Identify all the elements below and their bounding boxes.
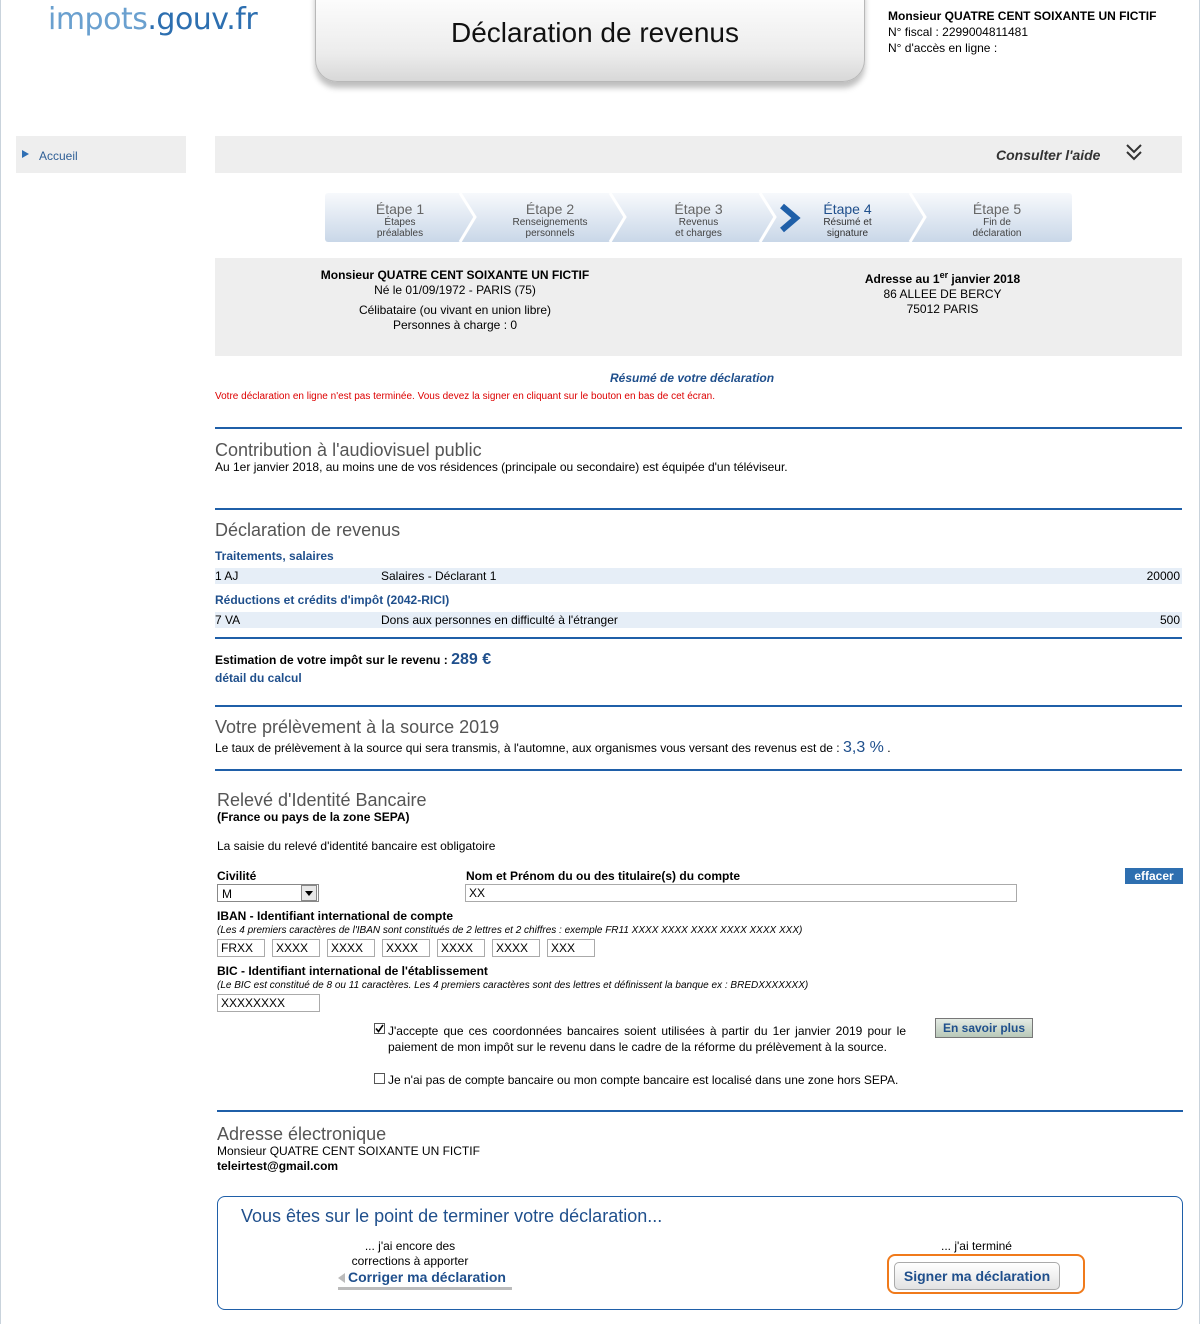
- holder-label: Nom et Prénom du ou des titulaire(s) du compte: [466, 869, 741, 883]
- learn-more-button[interactable]: En savoir plus: [935, 1018, 1033, 1038]
- correct-button-label: Corriger ma déclaration: [348, 1269, 506, 1285]
- bic-input[interactable]: [217, 994, 320, 1012]
- row-label: Salaires - Déclarant 1: [381, 569, 497, 583]
- taxpayer-name: Monsieur QUATRE CENT SOIXANTE UN FICTIF: [320, 268, 590, 282]
- rib-mandatory: La saisie du relevé d'identité bancaire est obligatoire: [217, 839, 496, 853]
- divider: [215, 508, 1182, 510]
- prelevement-title: Votre prélèvement à la source 2019: [215, 717, 500, 737]
- iban-input-1[interactable]: [217, 939, 265, 957]
- finish-title: Vous êtes sur le point de terminer votre déclaration...: [241, 1206, 663, 1226]
- fiscal-number: N° fiscal : 2299004811481: [888, 25, 1029, 39]
- no-sepa-checkbox[interactable]: [374, 1073, 385, 1084]
- accept-checkbox[interactable]: [374, 1023, 385, 1034]
- chevron-down-icon: [302, 886, 316, 900]
- step-5: Étape 5 Fin de déclaration: [972, 201, 1022, 239]
- row-code: 1 AJ: [215, 569, 239, 583]
- help-link[interactable]: Consulter l'aide: [996, 147, 1101, 163]
- page-title: Déclaration de revenus: [451, 17, 739, 48]
- step-2: Étape 2 Renseignements personnels: [512, 201, 588, 239]
- bic-hint: (Le BIC est constitué de 8 ou 11 caractères. Les 4 premiers caractères sont des lettres et définissent la banque ex : BREDXXXXXXX): [217, 980, 809, 991]
- iban-input-4[interactable]: [382, 939, 430, 957]
- iban-input-7[interactable]: [547, 939, 595, 957]
- audiovisuel-text: Au 1er janvier 2018, au moins une de vos résidences (principale ou secondaire) est équipée d'un téléviseur.: [215, 460, 788, 474]
- address-title: Adresse au 1er janvier 2018: [864, 270, 1021, 286]
- summary-title: Résumé de votre déclaration: [610, 371, 775, 385]
- address-line-1: 86 ALLEE DE BERCY: [883, 287, 1002, 301]
- site-logo[interactable]: impots.gouv.fr: [48, 2, 258, 37]
- iban-input-6[interactable]: [492, 939, 540, 957]
- detail-link[interactable]: détail du calcul: [215, 671, 302, 685]
- estimation-amount: 289 €: [451, 651, 492, 668]
- divider: [215, 769, 1182, 771]
- civility-label: Civilité: [217, 869, 257, 883]
- finished-text: ... j'ai terminé: [941, 1239, 1012, 1253]
- warning-message: Votre déclaration en ligne n'est pas terminée. Vous devez la signer en cliquant sur le bouton en bas de cet écran.: [215, 391, 716, 402]
- table-row: [215, 612, 1182, 628]
- iban-label: IBAN - Identifiant international de compte: [217, 909, 454, 923]
- correct-button[interactable]: [338, 1268, 512, 1290]
- user-name: Monsieur QUATRE CENT SOIXANTE UN FICTIF: [888, 9, 1157, 23]
- sign-button[interactable]: Signer ma déclaration: [894, 1262, 1060, 1290]
- iban-input-3[interactable]: [327, 939, 375, 957]
- accept-text: J'accepte que ces coordonnées bancaires soient utilisées à partir du 1er janvier 2019 pour le paiement de mon impôt sur le revenu dans le cadre de la réforme du prélèvement à la source.: [388, 1024, 906, 1054]
- arrow-left-icon: [338, 1273, 346, 1283]
- holder-name-input[interactable]: [465, 884, 1017, 902]
- email-title: Adresse électronique: [217, 1124, 387, 1144]
- divider: [215, 427, 1182, 429]
- step-1: Étape 1 Étapes préalables: [375, 201, 425, 239]
- category-salaires: Traitements, salaires: [215, 549, 334, 563]
- civility-dropdown-button[interactable]: [301, 885, 317, 901]
- step-4-current: Étape 4 Résumé et signature: [823, 201, 872, 239]
- estimation-label: Estimation de votre impôt sur le revenu :: [215, 653, 448, 667]
- iban-input-2[interactable]: [272, 939, 320, 957]
- prelevement-rate: 3,3 %: [842, 739, 884, 756]
- civility-value: M: [222, 887, 232, 901]
- estimation-line: [215, 651, 491, 669]
- iban-hint: (Les 4 premiers caractères de l'IBAN sont constitués de 2 lettres et 2 chiffres : exemple FR11 XXXX XXXX XXXX XXXX XXXX XXX): [217, 925, 803, 936]
- divider: [215, 705, 1182, 707]
- prelevement-text: Le taux de prélèvement à la source qui sera transmis, à l'automne, aux organismes vous versant des revenus est de :: [215, 741, 840, 755]
- revenus-title: Déclaration de revenus: [215, 520, 401, 540]
- step-3: Étape 3 Revenus et charges: [674, 201, 723, 239]
- address-line-2: 75012 PARIS: [906, 302, 979, 316]
- category-reductions: Réductions et crédits d'impôt (2042-RICI): [215, 593, 450, 607]
- prelevement-dot: .: [887, 741, 891, 755]
- bic-label: BIC - Identifiant international de l'établissement: [217, 964, 488, 978]
- table-row: [215, 568, 1182, 584]
- divider: [217, 1110, 1183, 1112]
- divider: [215, 637, 1182, 639]
- taxpayer-block: [250, 268, 660, 333]
- double-chevron-down-icon[interactable]: [1124, 142, 1144, 162]
- nav-arrow-icon: [22, 150, 29, 158]
- rib-title: Relevé d'Identité Bancaire: [217, 790, 427, 810]
- nav-link-accueil[interactable]: Accueil: [39, 149, 78, 163]
- taxpayer-status: Célibataire (ou vivant en union libre): [358, 303, 552, 317]
- row-value: 20000: [1146, 569, 1180, 583]
- user-info: [888, 8, 1156, 56]
- iban-input-5[interactable]: [437, 939, 485, 957]
- taxpayer-dependents: Personnes à charge : 0: [392, 318, 518, 332]
- address-block: [810, 268, 1075, 317]
- email-address: teleirtest@gmail.com: [217, 1159, 339, 1173]
- corrections-text: ... j'ai encore des corrections à apporter: [351, 1239, 469, 1268]
- row-code: 7 VA: [215, 613, 241, 627]
- audiovisuel-title: Contribution à l'audiovisuel public: [215, 440, 482, 460]
- taxpayer-birth: Né le 01/09/1972 - PARIS (75): [374, 283, 536, 297]
- row-label: Dons aux personnes en difficulté à l'étranger: [381, 613, 618, 627]
- row-value: 500: [1159, 613, 1180, 627]
- prelevement-line: [215, 739, 891, 757]
- rib-subtitle: (France ou pays de la zone SEPA): [217, 810, 410, 824]
- email-owner: Monsieur QUATRE CENT SOIXANTE UN FICTIF: [217, 1144, 480, 1158]
- clear-button[interactable]: effacer: [1125, 868, 1183, 884]
- no-sepa-text: Je n'ai pas de compte bancaire ou mon compte bancaire est localisé dans une zone hors SEPA.: [388, 1073, 899, 1087]
- access-number: N° d'accès en ligne :: [888, 41, 998, 55]
- check-icon: [375, 1024, 384, 1033]
